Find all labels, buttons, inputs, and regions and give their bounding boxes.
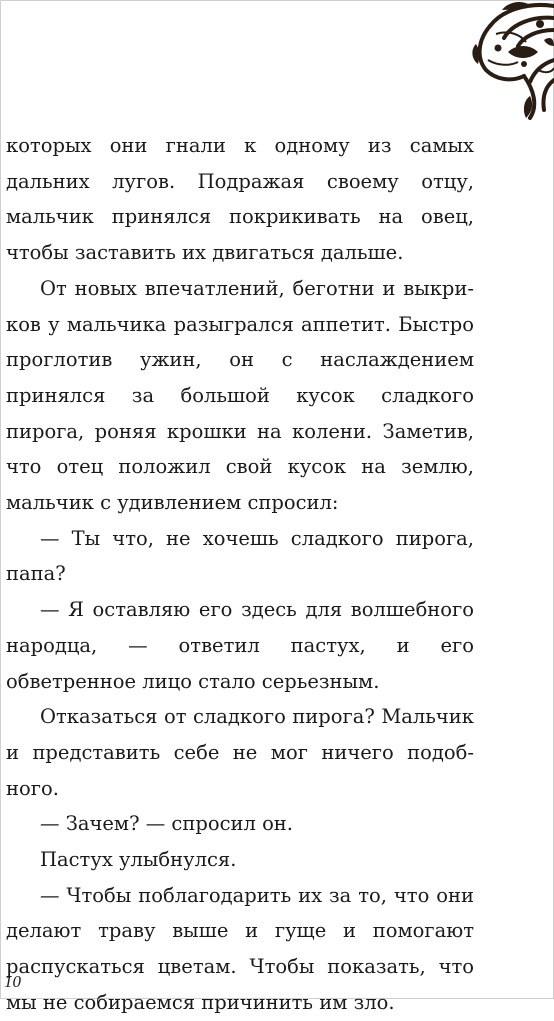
body-text [6, 128, 474, 1021]
paragraph: Отказаться от сладкого пирога? Мальчик и представить себе не мог ничего подобного. [6, 705, 474, 800]
paragraph: — Чтобы поблагодарить их за то, что они делают траву выше и гуще и помогают распускаться цветам. Чтобы показать, что мы не собираемся причинить им зло. [6, 883, 474, 1014]
paragraph: — Ты что, не хочешь сладкого пирога, папа? [6, 526, 474, 586]
paragraph: От новых впечатлений, беготни и выкриков у мальчика разыгрался аппетит. Быстро проглотив ужин, он с наслаждением принялся за большой кусок сладкого пирога, роняя крошки на колени. Заметив, что отец положил свой кусок на землю, мальчик с удивлением спросил: [6, 276, 474, 515]
page-number: 10 [4, 972, 21, 991]
mandala-ornament-icon [468, 0, 554, 120]
paragraph: которых они гнали к одному из самых дальних лугов. Подражая своему отцу, мальчик принялся покрикивать на овец, чтобы заставить их двигаться дальше. [6, 134, 474, 265]
paragraph: — Я оставляю его здесь для волшебного народца, — ответил пастух, и его обветренное лицо стало серьезным. [6, 598, 474, 693]
paragraph: — Зачем? — спросил он. [40, 812, 294, 836]
paragraph: Пастух улыбнулся. [40, 848, 237, 872]
